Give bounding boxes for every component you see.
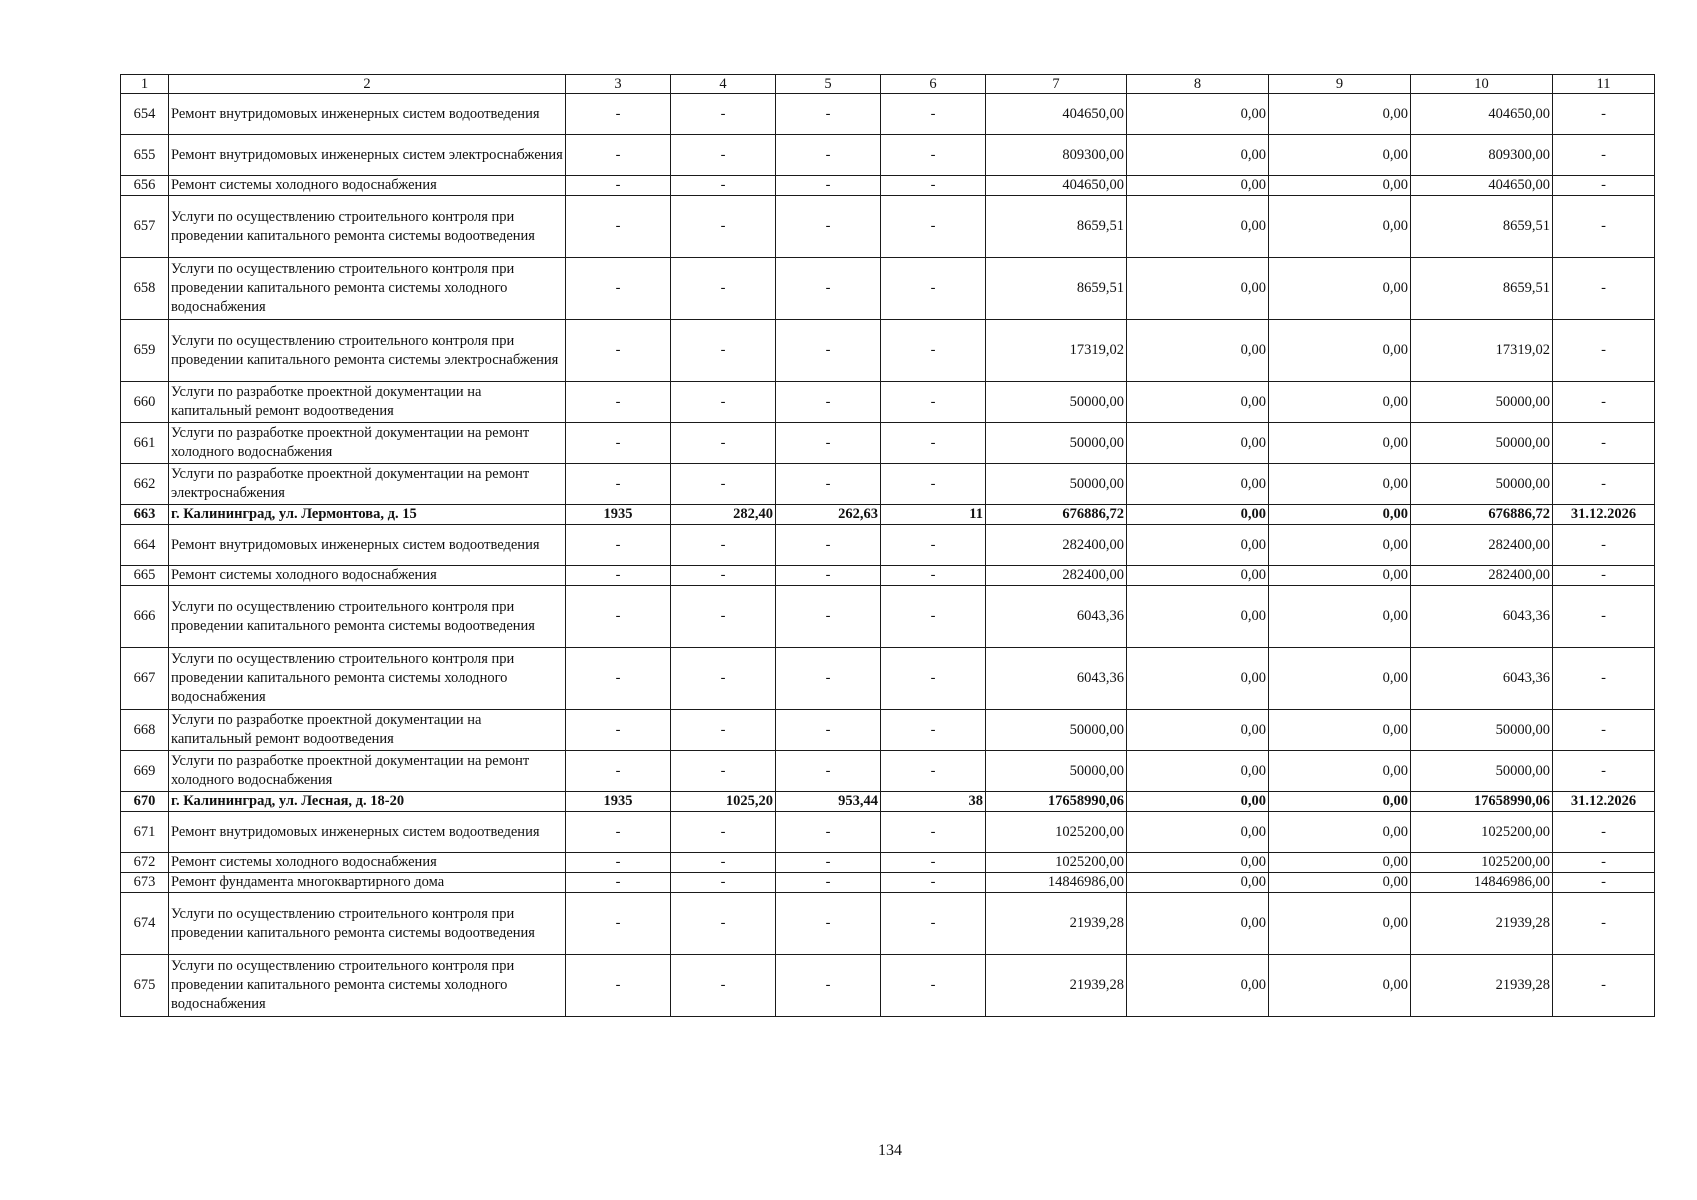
living-area-cell: -	[776, 812, 881, 853]
year-cell: -	[566, 382, 671, 423]
completion-date-cell: -	[1553, 176, 1655, 196]
work-name-cell: Ремонт системы холодного водоснабжения	[169, 566, 566, 586]
living-area-cell: -	[776, 423, 881, 464]
work-name-cell: Ремонт внутридомовых инженерных систем водоотведения	[169, 525, 566, 566]
total-area-cell: -	[671, 464, 776, 505]
work-name-cell: Услуги по разработке проектной документации на ремонт электроснабжения	[169, 464, 566, 505]
subsidy-cell: 0,00	[1127, 525, 1269, 566]
row-number-cell: 656	[121, 176, 169, 196]
column-header: 2	[169, 75, 566, 94]
completion-date-cell: -	[1553, 320, 1655, 382]
living-area-cell: -	[776, 320, 881, 382]
completion-date-cell: -	[1553, 464, 1655, 505]
total-cost-cell: 8659,51	[986, 258, 1127, 320]
row-number-cell: 672	[121, 853, 169, 873]
other-funds-cell: 0,00	[1269, 382, 1411, 423]
table-body	[121, 94, 1655, 1017]
completion-date-cell: -	[1553, 710, 1655, 751]
subsidy-cell: 0,00	[1127, 792, 1269, 812]
other-funds-cell: 0,00	[1269, 525, 1411, 566]
residents-cell: -	[881, 710, 986, 751]
other-funds-cell: 0,00	[1269, 792, 1411, 812]
column-header: 4	[671, 75, 776, 94]
total-cost-cell: 6043,36	[986, 586, 1127, 648]
table-row	[121, 566, 1655, 586]
owner-funds-cell: 50000,00	[1411, 464, 1553, 505]
completion-date-cell: -	[1553, 751, 1655, 792]
total-cost-cell: 50000,00	[986, 464, 1127, 505]
row-number-cell: 659	[121, 320, 169, 382]
total-area-cell: -	[671, 893, 776, 955]
total-area-cell: 1025,20	[671, 792, 776, 812]
year-cell: -	[566, 196, 671, 258]
page-number: 134	[878, 1142, 902, 1159]
work-name-cell: Ремонт внутридомовых инженерных систем электроснабжения	[169, 135, 566, 176]
owner-funds-cell: 809300,00	[1411, 135, 1553, 176]
total-area-cell: -	[671, 853, 776, 873]
residents-cell: -	[881, 751, 986, 792]
row-number-cell: 662	[121, 464, 169, 505]
subsidy-cell: 0,00	[1127, 464, 1269, 505]
year-cell: -	[566, 176, 671, 196]
living-area-cell: -	[776, 566, 881, 586]
year-cell: -	[566, 423, 671, 464]
total-area-cell: -	[671, 196, 776, 258]
work-name-cell: Услуги по осуществлению строительного контроля при проведении капитального ремонта системы водоотведения	[169, 196, 566, 258]
table-row	[121, 648, 1655, 710]
row-number-cell: 675	[121, 955, 169, 1017]
completion-date-cell: -	[1553, 525, 1655, 566]
table-row	[121, 196, 1655, 258]
residents-cell: -	[881, 566, 986, 586]
total-area-cell: -	[671, 382, 776, 423]
year-cell: -	[566, 751, 671, 792]
subsidy-cell: 0,00	[1127, 648, 1269, 710]
row-number-cell: 665	[121, 566, 169, 586]
residents-cell: -	[881, 648, 986, 710]
subsidy-cell: 0,00	[1127, 812, 1269, 853]
subsidy-cell: 0,00	[1127, 382, 1269, 423]
residents-cell: -	[881, 586, 986, 648]
total-cost-cell: 1025200,00	[986, 853, 1127, 873]
total-area-cell: -	[671, 525, 776, 566]
total-cost-cell: 50000,00	[986, 751, 1127, 792]
table-row	[121, 423, 1655, 464]
total-cost-cell: 21939,28	[986, 893, 1127, 955]
table-row	[121, 812, 1655, 853]
completion-date-cell: -	[1553, 648, 1655, 710]
work-name-cell: Ремонт фундамента многоквартирного дома	[169, 873, 566, 893]
living-area-cell: 262,63	[776, 505, 881, 525]
owner-funds-cell: 6043,36	[1411, 586, 1553, 648]
work-name-cell: Услуги по разработке проектной документации на капитальный ремонт водоотведения	[169, 382, 566, 423]
subsidy-cell: 0,00	[1127, 94, 1269, 135]
residents-cell: -	[881, 464, 986, 505]
table-row	[121, 710, 1655, 751]
owner-funds-cell: 282400,00	[1411, 525, 1553, 566]
total-cost-cell: 14846986,00	[986, 873, 1127, 893]
total-area-cell: -	[671, 586, 776, 648]
total-cost-cell: 50000,00	[986, 710, 1127, 751]
address-row	[121, 792, 1655, 812]
table-row	[121, 586, 1655, 648]
residents-cell: -	[881, 525, 986, 566]
owner-funds-cell: 14846986,00	[1411, 873, 1553, 893]
total-area-cell: -	[671, 812, 776, 853]
repair-program-table	[120, 74, 1655, 1017]
year-cell: -	[566, 893, 671, 955]
row-number-cell: 669	[121, 751, 169, 792]
total-cost-cell: 8659,51	[986, 196, 1127, 258]
table-row	[121, 873, 1655, 893]
year-cell: -	[566, 873, 671, 893]
residents-cell: -	[881, 258, 986, 320]
row-number-cell: 660	[121, 382, 169, 423]
table-row	[121, 525, 1655, 566]
other-funds-cell: 0,00	[1269, 751, 1411, 792]
owner-funds-cell: 1025200,00	[1411, 853, 1553, 873]
total-cost-cell: 282400,00	[986, 566, 1127, 586]
residents-cell: -	[881, 812, 986, 853]
column-header: 7	[986, 75, 1127, 94]
work-name-cell: Услуги по разработке проектной документации на ремонт холодного водоснабжения	[169, 423, 566, 464]
other-funds-cell: 0,00	[1269, 586, 1411, 648]
residents-cell: -	[881, 853, 986, 873]
total-cost-cell: 282400,00	[986, 525, 1127, 566]
total-area-cell: -	[671, 710, 776, 751]
completion-date-cell: -	[1553, 566, 1655, 586]
year-cell: -	[566, 955, 671, 1017]
other-funds-cell: 0,00	[1269, 94, 1411, 135]
living-area-cell: -	[776, 893, 881, 955]
row-number-cell: 655	[121, 135, 169, 176]
living-area-cell: -	[776, 196, 881, 258]
total-cost-cell: 50000,00	[986, 382, 1127, 423]
row-number-cell: 654	[121, 94, 169, 135]
year-cell: 1935	[566, 792, 671, 812]
table-row	[121, 94, 1655, 135]
residents-cell: -	[881, 196, 986, 258]
subsidy-cell: 0,00	[1127, 873, 1269, 893]
other-funds-cell: 0,00	[1269, 648, 1411, 710]
residents-cell: -	[881, 135, 986, 176]
other-funds-cell: 0,00	[1269, 955, 1411, 1017]
subsidy-cell: 0,00	[1127, 853, 1269, 873]
subsidy-cell: 0,00	[1127, 751, 1269, 792]
living-area-cell: -	[776, 710, 881, 751]
column-number-header-row	[121, 75, 1655, 94]
living-area-cell: -	[776, 648, 881, 710]
subsidy-cell: 0,00	[1127, 258, 1269, 320]
row-number-cell: 668	[121, 710, 169, 751]
living-area-cell: 953,44	[776, 792, 881, 812]
total-cost-cell: 50000,00	[986, 423, 1127, 464]
other-funds-cell: 0,00	[1269, 258, 1411, 320]
owner-funds-cell: 50000,00	[1411, 710, 1553, 751]
owner-funds-cell: 676886,72	[1411, 505, 1553, 525]
subsidy-cell: 0,00	[1127, 710, 1269, 751]
total-area-cell: -	[671, 566, 776, 586]
owner-funds-cell: 282400,00	[1411, 566, 1553, 586]
other-funds-cell: 0,00	[1269, 505, 1411, 525]
completion-date-cell: -	[1553, 258, 1655, 320]
owner-funds-cell: 21939,28	[1411, 955, 1553, 1017]
work-name-cell: г. Калининград, ул. Лесная, д. 18-20	[169, 792, 566, 812]
year-cell: -	[566, 586, 671, 648]
owner-funds-cell: 17319,02	[1411, 320, 1553, 382]
year-cell: -	[566, 525, 671, 566]
row-number-cell: 657	[121, 196, 169, 258]
total-cost-cell: 21939,28	[986, 955, 1127, 1017]
total-cost-cell: 676886,72	[986, 505, 1127, 525]
total-area-cell: 282,40	[671, 505, 776, 525]
other-funds-cell: 0,00	[1269, 423, 1411, 464]
other-funds-cell: 0,00	[1269, 135, 1411, 176]
owner-funds-cell: 50000,00	[1411, 423, 1553, 464]
completion-date-cell: -	[1553, 873, 1655, 893]
completion-date-cell: -	[1553, 423, 1655, 464]
total-area-cell: -	[671, 423, 776, 464]
residents-cell: -	[881, 893, 986, 955]
other-funds-cell: 0,00	[1269, 812, 1411, 853]
completion-date-cell: -	[1553, 94, 1655, 135]
total-cost-cell: 6043,36	[986, 648, 1127, 710]
column-header: 9	[1269, 75, 1411, 94]
living-area-cell: -	[776, 176, 881, 196]
work-name-cell: Ремонт системы холодного водоснабжения	[169, 853, 566, 873]
subsidy-cell: 0,00	[1127, 320, 1269, 382]
owner-funds-cell: 50000,00	[1411, 382, 1553, 423]
work-name-cell: Услуги по осуществлению строительного контроля при проведении капитального ремонта системы водоотведения	[169, 893, 566, 955]
other-funds-cell: 0,00	[1269, 176, 1411, 196]
column-header: 5	[776, 75, 881, 94]
living-area-cell: -	[776, 525, 881, 566]
row-number-cell: 661	[121, 423, 169, 464]
other-funds-cell: 0,00	[1269, 873, 1411, 893]
total-area-cell: -	[671, 320, 776, 382]
year-cell: -	[566, 94, 671, 135]
year-cell: -	[566, 135, 671, 176]
table-row	[121, 258, 1655, 320]
row-number-cell: 670	[121, 792, 169, 812]
row-number-cell: 664	[121, 525, 169, 566]
residents-cell: 11	[881, 505, 986, 525]
residents-cell: -	[881, 423, 986, 464]
row-number-cell: 674	[121, 893, 169, 955]
total-area-cell: -	[671, 135, 776, 176]
residents-cell: -	[881, 94, 986, 135]
row-number-cell: 671	[121, 812, 169, 853]
table-row	[121, 464, 1655, 505]
owner-funds-cell: 21939,28	[1411, 893, 1553, 955]
total-area-cell: -	[671, 176, 776, 196]
living-area-cell: -	[776, 586, 881, 648]
total-area-cell: -	[671, 94, 776, 135]
other-funds-cell: 0,00	[1269, 893, 1411, 955]
total-area-cell: -	[671, 751, 776, 792]
living-area-cell: -	[776, 464, 881, 505]
completion-date-cell: -	[1553, 382, 1655, 423]
column-header: 11	[1553, 75, 1655, 94]
living-area-cell: -	[776, 382, 881, 423]
subsidy-cell: 0,00	[1127, 176, 1269, 196]
total-cost-cell: 809300,00	[986, 135, 1127, 176]
table-row	[121, 893, 1655, 955]
work-name-cell: Услуги по разработке проектной документации на ремонт холодного водоснабжения	[169, 751, 566, 792]
row-number-cell: 673	[121, 873, 169, 893]
completion-date-cell: -	[1553, 135, 1655, 176]
living-area-cell: -	[776, 94, 881, 135]
other-funds-cell: 0,00	[1269, 320, 1411, 382]
year-cell: -	[566, 566, 671, 586]
row-number-cell: 658	[121, 258, 169, 320]
completion-date-cell: -	[1553, 196, 1655, 258]
total-area-cell: -	[671, 258, 776, 320]
row-number-cell: 666	[121, 586, 169, 648]
other-funds-cell: 0,00	[1269, 196, 1411, 258]
owner-funds-cell: 6043,36	[1411, 648, 1553, 710]
year-cell: -	[566, 710, 671, 751]
work-name-cell: Услуги по осуществлению строительного контроля при проведении капитального ремонта системы водоотведения	[169, 586, 566, 648]
work-name-cell: Услуги по разработке проектной документации на капитальный ремонт водоотведения	[169, 710, 566, 751]
table-row	[121, 320, 1655, 382]
subsidy-cell: 0,00	[1127, 955, 1269, 1017]
year-cell: 1935	[566, 505, 671, 525]
completion-date-cell: -	[1553, 955, 1655, 1017]
work-name-cell: Ремонт внутридомовых инженерных систем водоотведения	[169, 94, 566, 135]
subsidy-cell: 0,00	[1127, 196, 1269, 258]
total-cost-cell: 1025200,00	[986, 812, 1127, 853]
work-name-cell: Услуги по осуществлению строительного контроля при проведении капитального ремонта системы холодного водоснабжения	[169, 258, 566, 320]
completion-date-cell: -	[1553, 853, 1655, 873]
table-row	[121, 382, 1655, 423]
living-area-cell: -	[776, 135, 881, 176]
other-funds-cell: 0,00	[1269, 853, 1411, 873]
total-cost-cell: 17658990,06	[986, 792, 1127, 812]
residents-cell: -	[881, 873, 986, 893]
column-header: 8	[1127, 75, 1269, 94]
residents-cell: -	[881, 382, 986, 423]
work-name-cell: Ремонт системы холодного водоснабжения	[169, 176, 566, 196]
owner-funds-cell: 50000,00	[1411, 751, 1553, 792]
year-cell: -	[566, 320, 671, 382]
completion-date-cell: -	[1553, 812, 1655, 853]
completion-date-cell: -	[1553, 586, 1655, 648]
column-header: 6	[881, 75, 986, 94]
column-header: 10	[1411, 75, 1553, 94]
residents-cell: -	[881, 955, 986, 1017]
work-name-cell: Услуги по осуществлению строительного контроля при проведении капитального ремонта системы холодного водоснабжения	[169, 648, 566, 710]
total-cost-cell: 404650,00	[986, 176, 1127, 196]
table-row	[121, 176, 1655, 196]
residents-cell: -	[881, 176, 986, 196]
year-cell: -	[566, 853, 671, 873]
year-cell: -	[566, 648, 671, 710]
total-area-cell: -	[671, 955, 776, 1017]
other-funds-cell: 0,00	[1269, 464, 1411, 505]
owner-funds-cell: 17658990,06	[1411, 792, 1553, 812]
residents-cell: 38	[881, 792, 986, 812]
completion-date-cell: 31.12.2026	[1553, 505, 1655, 525]
work-name-cell: г. Калининград, ул. Лермонтова, д. 15	[169, 505, 566, 525]
completion-date-cell: 31.12.2026	[1553, 792, 1655, 812]
owner-funds-cell: 8659,51	[1411, 258, 1553, 320]
subsidy-cell: 0,00	[1127, 566, 1269, 586]
other-funds-cell: 0,00	[1269, 566, 1411, 586]
owner-funds-cell: 1025200,00	[1411, 812, 1553, 853]
total-cost-cell: 17319,02	[986, 320, 1127, 382]
column-header: 1	[121, 75, 169, 94]
subsidy-cell: 0,00	[1127, 893, 1269, 955]
subsidy-cell: 0,00	[1127, 505, 1269, 525]
subsidy-cell: 0,00	[1127, 423, 1269, 464]
table-row	[121, 751, 1655, 792]
living-area-cell: -	[776, 873, 881, 893]
owner-funds-cell: 8659,51	[1411, 196, 1553, 258]
year-cell: -	[566, 258, 671, 320]
completion-date-cell: -	[1553, 893, 1655, 955]
subsidy-cell: 0,00	[1127, 586, 1269, 648]
living-area-cell: -	[776, 258, 881, 320]
table-row	[121, 853, 1655, 873]
year-cell: -	[566, 812, 671, 853]
table-row	[121, 135, 1655, 176]
work-name-cell: Услуги по осуществлению строительного контроля при проведении капитального ремонта системы холодного водоснабжения	[169, 955, 566, 1017]
owner-funds-cell: 404650,00	[1411, 94, 1553, 135]
living-area-cell: -	[776, 853, 881, 873]
table-row	[121, 955, 1655, 1017]
year-cell: -	[566, 464, 671, 505]
work-name-cell: Ремонт внутридомовых инженерных систем водоотведения	[169, 812, 566, 853]
row-number-cell: 667	[121, 648, 169, 710]
owner-funds-cell: 404650,00	[1411, 176, 1553, 196]
residents-cell: -	[881, 320, 986, 382]
living-area-cell: -	[776, 955, 881, 1017]
total-area-cell: -	[671, 873, 776, 893]
living-area-cell: -	[776, 751, 881, 792]
total-area-cell: -	[671, 648, 776, 710]
subsidy-cell: 0,00	[1127, 135, 1269, 176]
total-cost-cell: 404650,00	[986, 94, 1127, 135]
other-funds-cell: 0,00	[1269, 710, 1411, 751]
column-header: 3	[566, 75, 671, 94]
work-name-cell: Услуги по осуществлению строительного контроля при проведении капитального ремонта системы электроснабжения	[169, 320, 566, 382]
row-number-cell: 663	[121, 505, 169, 525]
address-row	[121, 505, 1655, 525]
